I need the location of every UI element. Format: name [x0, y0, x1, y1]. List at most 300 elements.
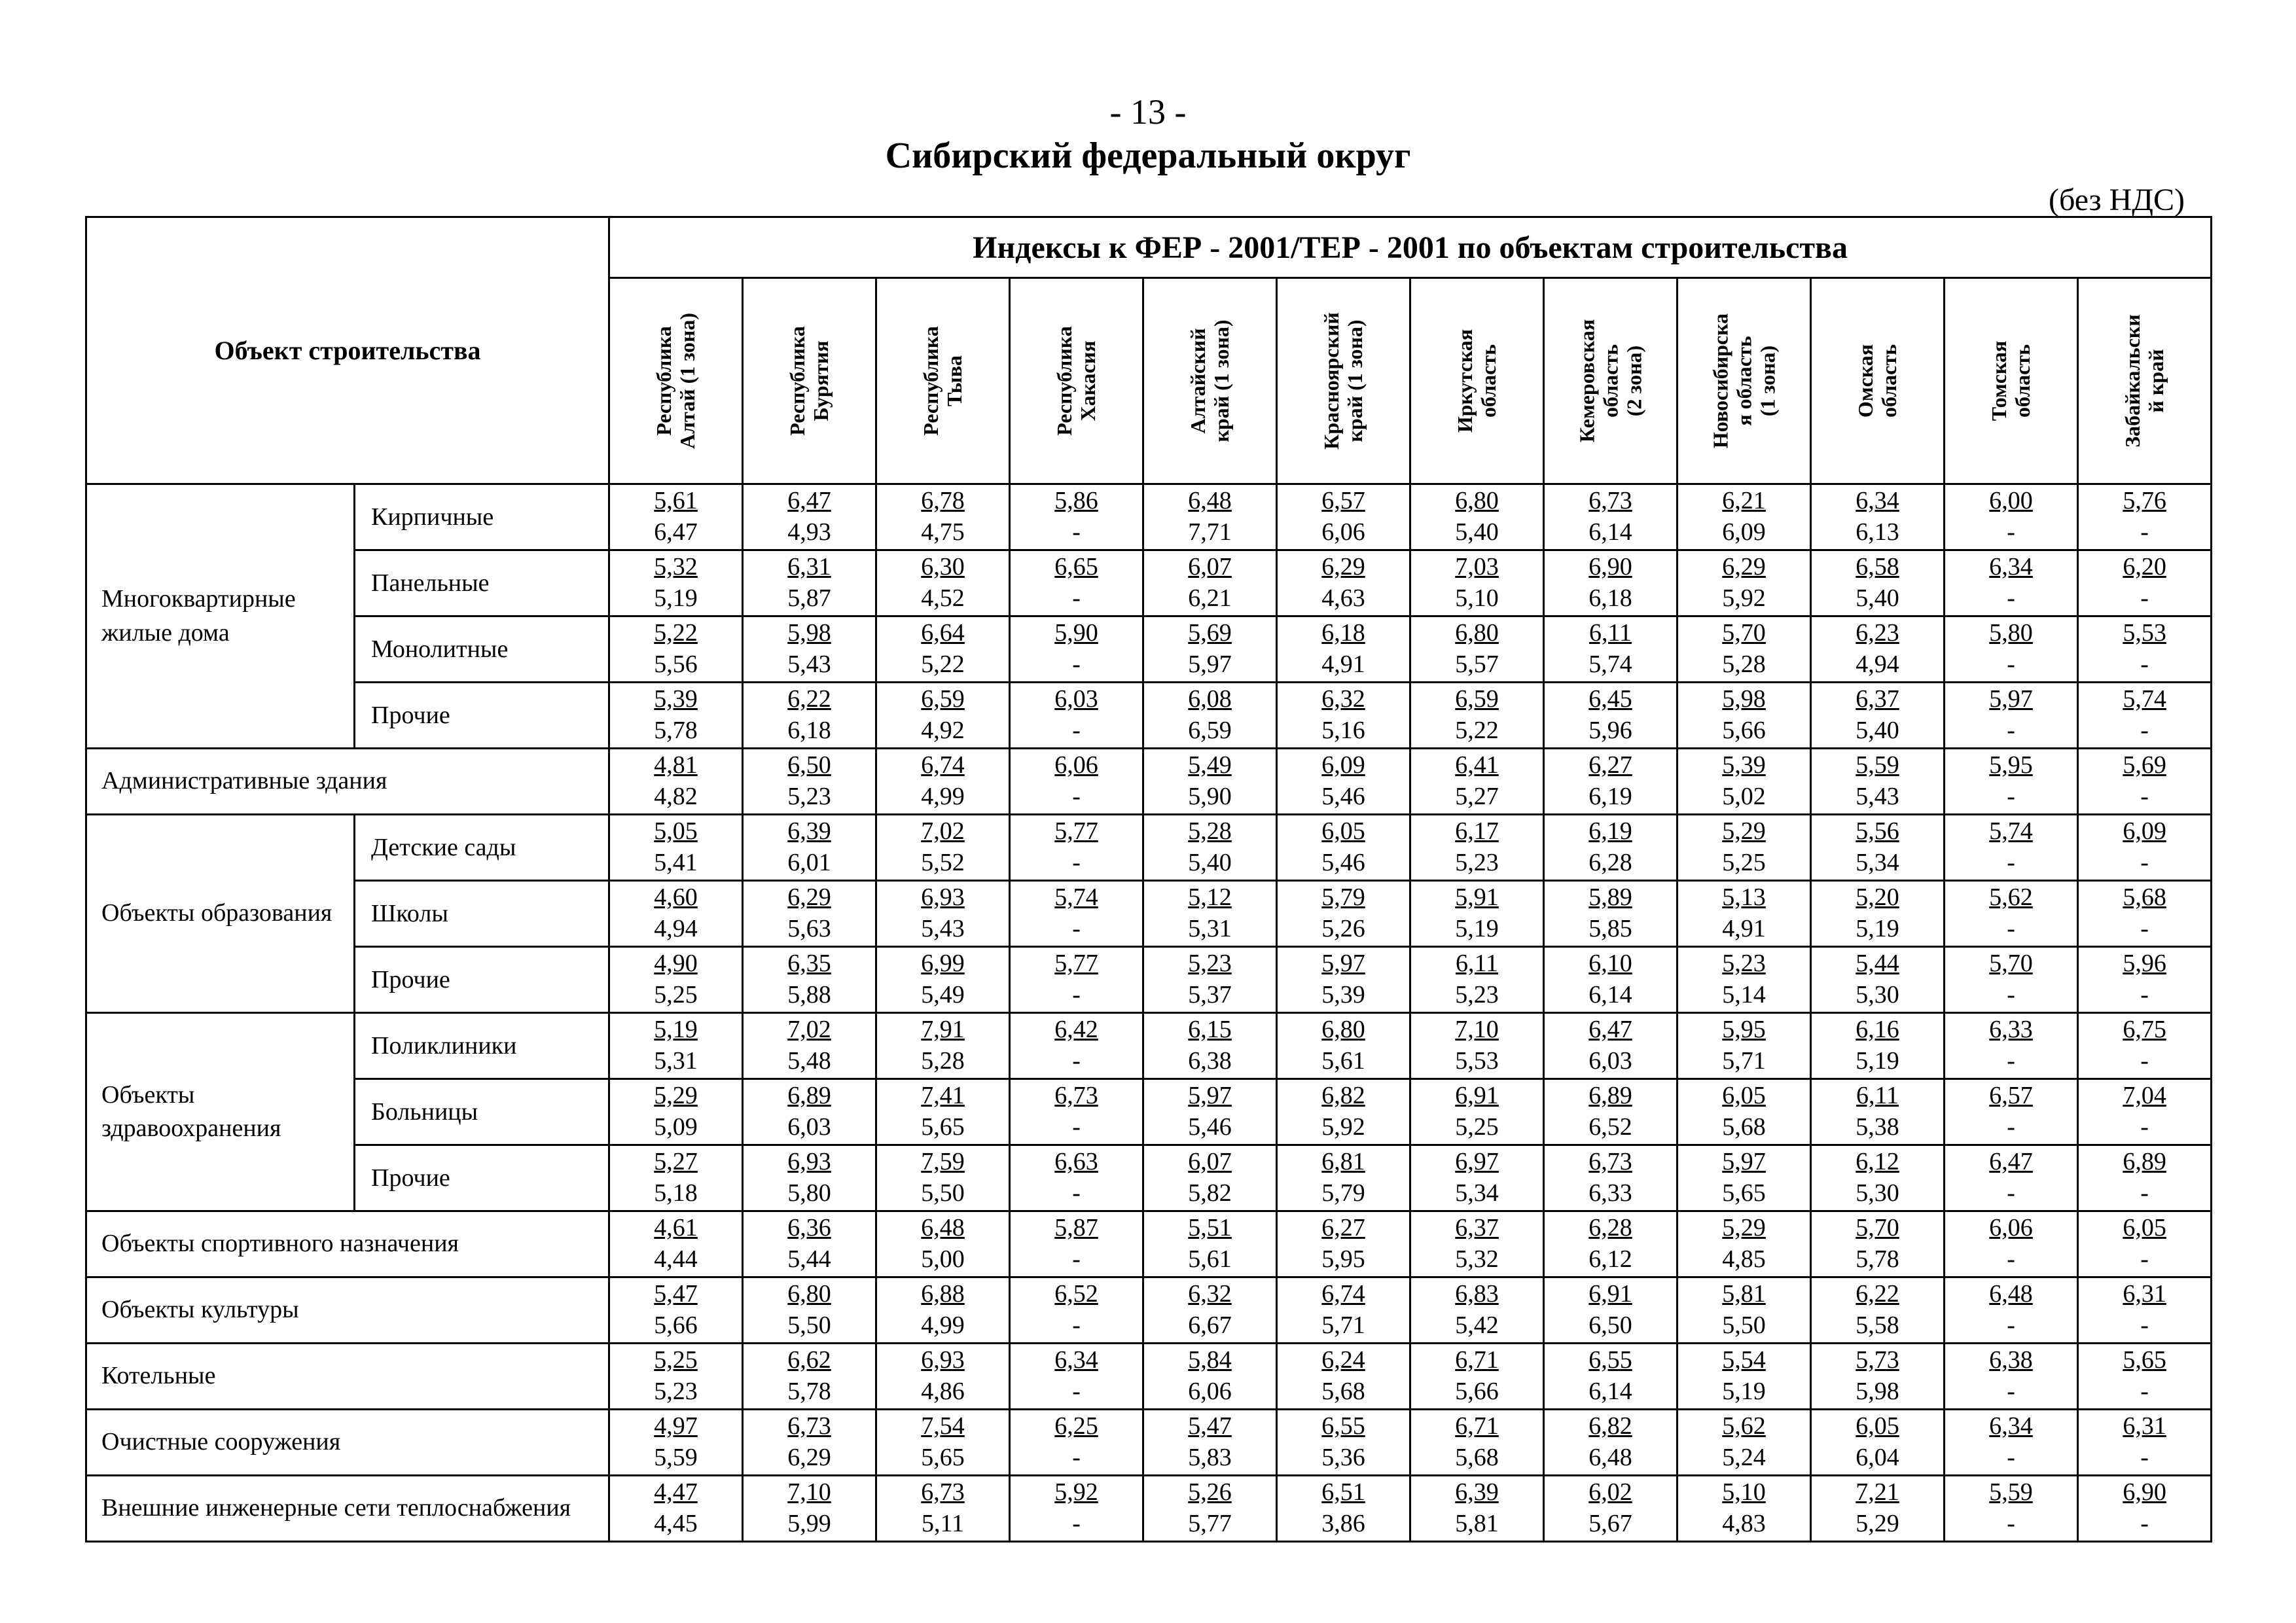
index-value-fer: 6,90 [2123, 1478, 2166, 1506]
index-value-fer: 5,92 [1054, 1478, 1098, 1506]
index-value-ter: 5,56 [654, 651, 698, 678]
index-cell [2078, 1211, 2212, 1277]
index-value-ter: 5,43 [921, 915, 965, 942]
region-header-2 [743, 278, 876, 484]
index-cell [1544, 749, 1677, 815]
index-value-fer: 5,12 [1188, 883, 1232, 911]
index-value-ter: - [1072, 1047, 1081, 1075]
index-value-fer: 6,73 [1588, 487, 1632, 514]
index-cell [1277, 881, 1410, 947]
object-subtype: Школы [355, 881, 609, 947]
index-cell [609, 1013, 743, 1079]
index-value-ter: 5,44 [787, 1245, 831, 1273]
index-cell [609, 1079, 743, 1145]
index-value-fer: 6,78 [921, 487, 965, 514]
index-value-ter: 5,90 [1188, 783, 1232, 810]
index-value-fer: 6,93 [921, 1346, 965, 1374]
index-value-ter: 5,22 [1455, 717, 1499, 744]
index-cell [1811, 1344, 1945, 1410]
index-value-ter: 4,75 [921, 518, 965, 546]
index-cell [1811, 1079, 1945, 1145]
index-cell [876, 1079, 1010, 1145]
index-cell [1410, 550, 1544, 616]
region-label: Республика Алтай (1 зона) [651, 312, 699, 450]
index-value-fer: 6,29 [787, 883, 831, 911]
index-cell [2078, 550, 2212, 616]
index-value-fer: 6,32 [1188, 1280, 1232, 1308]
index-value-ter: 4,99 [921, 783, 965, 810]
index-cell [1945, 1277, 2078, 1344]
index-cell [743, 1013, 876, 1079]
index-value-ter: 5,77 [1188, 1510, 1232, 1537]
index-cell [743, 616, 876, 683]
index-cell [1277, 1344, 1410, 1410]
index-cell [1010, 749, 1143, 815]
index-cell [1945, 1344, 2078, 1410]
index-cell [2078, 616, 2212, 683]
index-value-fer: 6,37 [1455, 1214, 1499, 1241]
index-value-ter: 5,66 [1722, 717, 1766, 744]
object-subtype: Прочие [355, 683, 609, 749]
index-cell [1410, 1344, 1544, 1410]
index-value-ter: 7,71 [1188, 518, 1232, 546]
table-row [86, 1211, 2212, 1277]
header-indices: Индексы к ФЕР - 2001/ТЕР - 2001 по объектам строительства [609, 217, 2212, 278]
index-cell [1945, 616, 2078, 683]
index-value-fer: 5,39 [1722, 751, 1766, 779]
index-value-ter: 5,28 [1722, 651, 1766, 678]
index-value-fer: 5,56 [1856, 817, 1899, 845]
index-value-fer: 5,59 [1856, 751, 1899, 779]
index-cell [1945, 947, 2078, 1013]
index-value-fer: 7,59 [921, 1148, 965, 1175]
index-value-ter: 5,19 [1856, 915, 1899, 942]
index-cell [1410, 1079, 1544, 1145]
index-value-ter: - [2140, 1113, 2149, 1141]
index-value-ter: 5,25 [1455, 1113, 1499, 1141]
index-cell [1811, 1145, 1945, 1211]
index-value-ter: 5,97 [1188, 651, 1232, 678]
index-cell [2078, 484, 2212, 550]
index-cell [2078, 1476, 2212, 1542]
region-header-12 [2078, 278, 2212, 484]
index-cell [1544, 1344, 1677, 1410]
index-value-fer: 6,52 [1054, 1280, 1098, 1308]
table-row [86, 616, 2212, 683]
index-value-ter: - [2140, 1444, 2149, 1471]
index-value-ter: 5,36 [1321, 1444, 1365, 1471]
index-value-ter: 6,18 [787, 717, 831, 744]
index-cell [1544, 815, 1677, 881]
region-header-4 [1010, 278, 1143, 484]
index-cell [1544, 1211, 1677, 1277]
index-value-ter: 4,91 [1321, 651, 1365, 678]
object-category: Объекты культуры [86, 1277, 609, 1344]
index-value-ter: 5,68 [1722, 1113, 1766, 1141]
index-value-ter: 5,09 [654, 1113, 698, 1141]
index-value-ter: - [1072, 1378, 1081, 1405]
index-value-ter: 5,57 [1455, 651, 1499, 678]
index-cell [1143, 1145, 1277, 1211]
index-cell [609, 1344, 743, 1410]
index-value-ter: - [1072, 849, 1081, 876]
table-row [86, 1013, 2212, 1079]
index-value-ter: 5,23 [654, 1378, 698, 1405]
table-row [86, 484, 2212, 550]
index-value-ter: 3,86 [1321, 1510, 1365, 1537]
index-value-ter: 6,33 [1588, 1179, 1632, 1207]
index-value-fer: 6,03 [1054, 685, 1098, 713]
index-cell [876, 683, 1010, 749]
region-header-10 [1811, 278, 1945, 484]
index-value-ter: 5,50 [1722, 1311, 1766, 1339]
index-value-fer: 6,48 [1989, 1280, 2033, 1308]
index-value-ter: - [2007, 915, 2015, 942]
index-value-fer: 6,34 [1856, 487, 1899, 514]
index-value-ter: 5,02 [1722, 783, 1766, 810]
index-cell [1010, 1079, 1143, 1145]
index-cell [1143, 881, 1277, 947]
index-value-ter: 6,03 [787, 1113, 831, 1141]
index-value-fer: 4,61 [654, 1214, 698, 1241]
index-value-ter: - [1072, 981, 1081, 1008]
index-cell [1811, 815, 1945, 881]
index-value-ter: 5,19 [1722, 1378, 1766, 1405]
index-value-fer: 6,59 [921, 685, 965, 713]
index-value-fer: 5,29 [1722, 817, 1766, 845]
index-value-ter: 5,26 [1321, 915, 1365, 942]
index-value-ter: 5,53 [1455, 1047, 1499, 1075]
index-value-ter: 5,27 [1455, 783, 1499, 810]
index-cell [609, 1476, 743, 1542]
index-value-fer: 7,54 [921, 1412, 965, 1440]
index-cell [1677, 1344, 1811, 1410]
index-value-fer: 6,33 [1989, 1016, 2033, 1043]
index-value-fer: 6,16 [1856, 1016, 1899, 1043]
index-value-fer: 5,69 [1188, 619, 1232, 647]
index-value-fer: 6,57 [1989, 1082, 2033, 1109]
index-value-fer: 5,32 [654, 553, 698, 580]
index-value-ter: 5,32 [1455, 1245, 1499, 1273]
index-value-ter: 4,94 [654, 915, 698, 942]
index-value-fer: 5,59 [1989, 1478, 2033, 1506]
index-cell [1544, 1013, 1677, 1079]
index-value-fer: 6,50 [787, 751, 831, 779]
index-value-fer: 6,65 [1054, 553, 1098, 580]
index-cell [1811, 881, 1945, 947]
index-value-fer: 6,34 [1054, 1346, 1098, 1374]
index-value-fer: 5,23 [1188, 950, 1232, 977]
index-value-ter: - [2007, 1179, 2015, 1207]
index-value-ter: 5,25 [654, 981, 698, 1008]
index-value-ter: 5,22 [921, 651, 965, 678]
index-value-ter: 4,99 [921, 1311, 965, 1339]
region-label: Красноярский край (1 зона) [1319, 312, 1367, 450]
index-cell [876, 616, 1010, 683]
index-cell [1544, 1476, 1677, 1542]
table-row [86, 1079, 2212, 1145]
index-cell [1811, 683, 1945, 749]
index-value-ter: - [2007, 849, 2015, 876]
index-cell [1410, 749, 1544, 815]
index-cell [876, 1476, 1010, 1542]
index-cell [1010, 1277, 1143, 1344]
index-value-ter: 5,43 [1856, 783, 1899, 810]
region-label: Иркутская область [1452, 329, 1500, 433]
index-value-fer: 5,69 [2123, 751, 2166, 779]
index-value-fer: 5,98 [1722, 685, 1766, 713]
index-value-fer: 5,80 [1989, 619, 2033, 647]
region-label: Алтайский край (1 зона) [1185, 319, 1233, 442]
index-value-fer: 6,82 [1321, 1082, 1365, 1109]
index-value-ter: 5,66 [1455, 1378, 1499, 1405]
index-cell [876, 1211, 1010, 1277]
index-value-fer: 5,68 [2123, 883, 2166, 911]
object-category: Котельные [86, 1344, 609, 1410]
index-value-ter: 5,23 [1455, 849, 1499, 876]
index-value-ter: - [2007, 1311, 2015, 1339]
index-value-fer: 5,76 [2123, 487, 2166, 514]
index-cell [1544, 1079, 1677, 1145]
index-cell [609, 749, 743, 815]
index-value-ter: 5,31 [654, 1047, 698, 1075]
index-cell [1677, 550, 1811, 616]
index-value-ter: 5,65 [1722, 1179, 1766, 1207]
index-value-ter: - [2140, 783, 2149, 810]
index-cell [1811, 749, 1945, 815]
index-value-fer: 6,18 [1321, 619, 1365, 647]
index-value-ter: 5,37 [1188, 981, 1232, 1008]
index-value-fer: 6,47 [1588, 1016, 1632, 1043]
index-cell [1010, 616, 1143, 683]
index-value-ter: 5,99 [787, 1510, 831, 1537]
index-value-fer: 6,34 [1989, 553, 2033, 580]
index-value-ter: 5,85 [1588, 915, 1632, 942]
index-value-ter: - [2007, 1047, 2015, 1075]
index-cell [1143, 1476, 1277, 1542]
index-cell [1677, 1079, 1811, 1145]
index-value-fer: 6,28 [1588, 1214, 1632, 1241]
index-value-fer: 6,57 [1321, 487, 1365, 514]
index-cell [1143, 815, 1277, 881]
index-value-fer: 5,62 [1989, 883, 2033, 911]
index-cell [876, 1344, 1010, 1410]
index-cell [1277, 815, 1410, 881]
index-value-fer: 6,63 [1054, 1148, 1098, 1175]
object-category: Многоквартирные жилые дома [86, 484, 355, 749]
index-cell [1811, 484, 1945, 550]
index-value-ter: 5,19 [1455, 915, 1499, 942]
index-value-fer: 5,19 [654, 1016, 698, 1043]
region-label: Республика Тыва [918, 326, 966, 436]
index-cell [1010, 1344, 1143, 1410]
index-value-fer: 6,51 [1321, 1478, 1365, 1506]
index-cell [1945, 484, 2078, 550]
index-cell [1277, 1211, 1410, 1277]
index-value-ter: 5,46 [1321, 849, 1365, 876]
index-cell [1677, 749, 1811, 815]
index-value-ter: 5,11 [921, 1510, 965, 1537]
index-value-fer: 6,82 [1588, 1412, 1632, 1440]
index-value-ter: 5,61 [1188, 1245, 1232, 1273]
index-cell [1544, 484, 1677, 550]
index-cell [609, 947, 743, 1013]
index-value-ter: 6,12 [1588, 1245, 1632, 1273]
index-value-ter: 6,14 [1588, 981, 1632, 1008]
index-value-ter: - [2140, 584, 2149, 612]
index-value-ter: 5,65 [921, 1113, 965, 1141]
index-value-ter: 6,21 [1188, 584, 1232, 612]
index-value-ter: 5,28 [921, 1047, 965, 1075]
index-value-ter: - [2140, 1510, 2149, 1537]
index-cell [876, 1410, 1010, 1476]
index-value-fer: 6,59 [1455, 685, 1499, 713]
index-value-ter: 5,88 [787, 981, 831, 1008]
index-value-ter: 6,14 [1588, 518, 1632, 546]
object-subtype: Поликлиники [355, 1013, 609, 1079]
index-value-fer: 6,08 [1188, 685, 1232, 713]
index-value-fer: 5,95 [1989, 751, 2033, 779]
index-value-ter: 5,38 [1856, 1113, 1899, 1141]
index-value-fer: 5,74 [1054, 883, 1098, 911]
object-category: Административные здания [86, 749, 609, 815]
index-value-fer: 4,60 [654, 883, 698, 911]
index-value-ter: 5,00 [921, 1245, 965, 1273]
index-value-ter: - [2007, 1113, 2015, 1141]
index-value-fer: 5,47 [1188, 1412, 1232, 1440]
index-value-fer: 6,22 [787, 685, 831, 713]
index-value-fer: 6,07 [1188, 553, 1232, 580]
index-cell [1010, 683, 1143, 749]
index-cell [2078, 1410, 2212, 1476]
index-cell [1143, 1277, 1277, 1344]
index-value-fer: 6,73 [787, 1412, 831, 1440]
index-value-fer: 6,05 [1321, 817, 1365, 845]
index-cell [1410, 484, 1544, 550]
table-row [86, 749, 2212, 815]
index-cell [1143, 616, 1277, 683]
index-value-ter: 5,40 [1188, 849, 1232, 876]
index-cell [1010, 1145, 1143, 1211]
index-value-ter: 4,85 [1722, 1245, 1766, 1273]
index-cell [1677, 1013, 1811, 1079]
index-cell [1143, 1079, 1277, 1145]
index-value-ter: - [2140, 651, 2149, 678]
index-value-ter: 5,43 [787, 651, 831, 678]
index-value-ter: 5,65 [921, 1444, 965, 1471]
index-cell [1410, 1013, 1544, 1079]
index-value-fer: 6,80 [1455, 487, 1499, 514]
index-cell [1544, 1277, 1677, 1344]
index-value-fer: 6,27 [1321, 1214, 1365, 1241]
index-cell [1677, 947, 1811, 1013]
index-value-ter: 5,78 [1856, 1245, 1899, 1273]
index-value-ter: 5,30 [1856, 981, 1899, 1008]
index-cell [1677, 1211, 1811, 1277]
index-cell [1945, 550, 2078, 616]
index-value-fer: 7,10 [787, 1478, 831, 1506]
index-cell [1677, 1145, 1811, 1211]
index-value-ter: 5,10 [1455, 584, 1499, 612]
index-value-fer: 5,98 [787, 619, 831, 647]
index-value-fer: 5,49 [1188, 751, 1232, 779]
index-value-fer: 6,47 [787, 487, 831, 514]
index-value-fer: 6,39 [1455, 1478, 1499, 1506]
index-value-fer: 6,37 [1856, 685, 1899, 713]
index-value-fer: 5,89 [1588, 883, 1632, 911]
index-value-ter: 6,19 [1588, 783, 1632, 810]
region-header-1 [609, 278, 743, 484]
index-value-fer: 5,96 [2123, 950, 2166, 977]
index-value-ter: 5,63 [787, 915, 831, 942]
index-value-ter: 5,14 [1722, 981, 1766, 1008]
index-value-fer: 6,75 [2123, 1016, 2166, 1043]
index-value-ter: 4,63 [1321, 584, 1365, 612]
index-cell [1811, 1277, 1945, 1344]
index-value-fer: 6,31 [2123, 1280, 2166, 1308]
index-value-fer: 6,02 [1588, 1478, 1632, 1506]
index-cell [1811, 1013, 1945, 1079]
index-value-fer: 5,54 [1722, 1346, 1766, 1374]
index-value-ter: 6,06 [1188, 1378, 1232, 1405]
index-value-fer: 6,99 [921, 950, 965, 977]
index-cell [609, 1277, 743, 1344]
index-value-fer: 5,44 [1856, 950, 1899, 977]
index-value-fer: 5,39 [654, 685, 698, 713]
index-value-ter: 5,41 [654, 849, 698, 876]
index-value-ter: 5,78 [787, 1378, 831, 1405]
object-subtype: Прочие [355, 947, 609, 1013]
index-value-ter: 5,74 [1588, 651, 1632, 678]
index-cell [1811, 1410, 1945, 1476]
index-cell [743, 1344, 876, 1410]
index-cell [1410, 1410, 1544, 1476]
index-value-fer: 6,27 [1588, 751, 1632, 779]
index-cell [1010, 1211, 1143, 1277]
table-row [86, 683, 2212, 749]
index-cell [2078, 815, 2212, 881]
index-cell [876, 947, 1010, 1013]
index-value-ter: - [1072, 651, 1081, 678]
region-header-8 [1544, 278, 1677, 484]
index-value-ter: 5,49 [921, 981, 965, 1008]
index-cell [2078, 1344, 2212, 1410]
object-category: Объекты здравоохранения [86, 1013, 355, 1211]
index-cell [2078, 1277, 2212, 1344]
index-cell [2078, 947, 2212, 1013]
index-value-fer: 5,74 [1989, 817, 2033, 845]
index-value-ter: 5,23 [787, 783, 831, 810]
index-value-ter: - [1072, 915, 1081, 942]
index-value-ter: - [1072, 1510, 1081, 1537]
index-value-fer: 5,61 [654, 487, 698, 514]
index-value-ter: - [1072, 1245, 1081, 1273]
index-value-ter: 5,83 [1188, 1444, 1232, 1471]
index-value-ter: - [2140, 1047, 2149, 1075]
index-cell [1410, 683, 1544, 749]
index-value-fer: 5,70 [1856, 1214, 1899, 1241]
index-value-ter: - [2007, 1510, 2015, 1537]
index-cell [2078, 1145, 2212, 1211]
index-value-ter: 5,58 [1856, 1311, 1899, 1339]
index-cell [876, 749, 1010, 815]
index-value-fer: 7,41 [921, 1082, 965, 1109]
index-cell [743, 1277, 876, 1344]
index-cell [743, 947, 876, 1013]
table-row [86, 550, 2212, 616]
index-cell [1544, 881, 1677, 947]
index-value-fer: 6,20 [2123, 553, 2166, 580]
